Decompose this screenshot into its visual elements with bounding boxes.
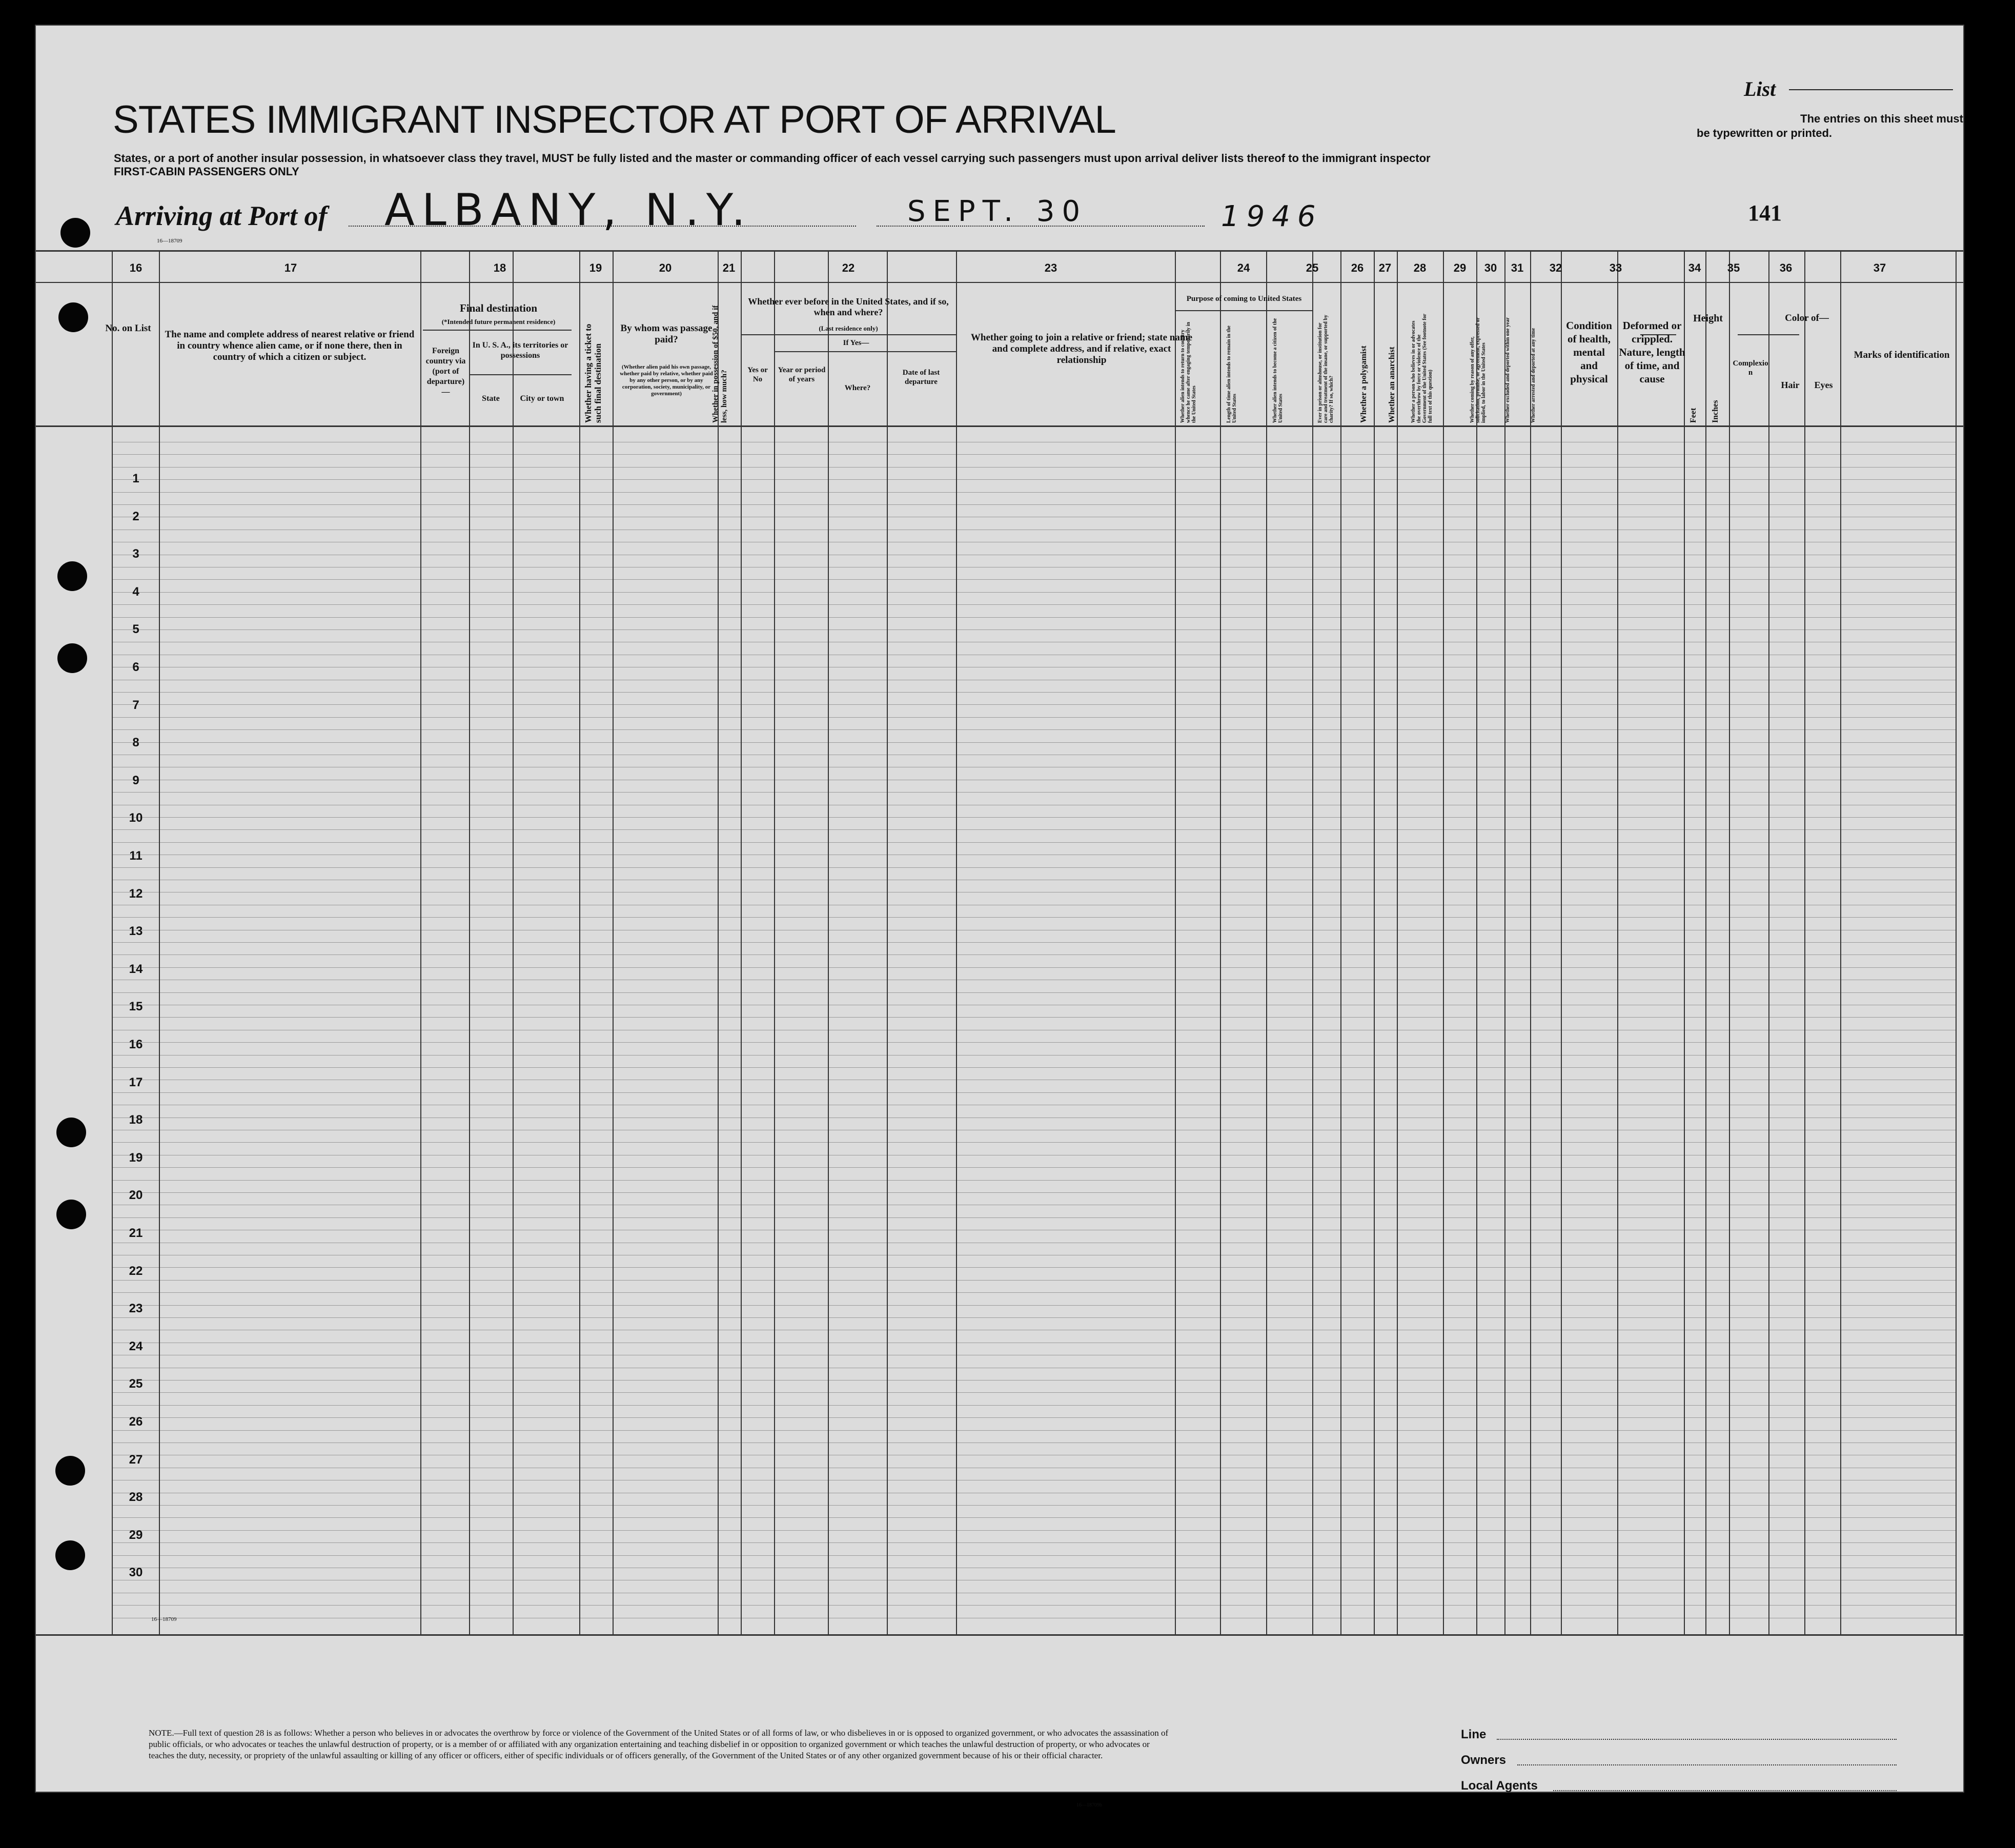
column-line xyxy=(469,251,470,1635)
year-value: 1946 xyxy=(1221,200,1323,233)
row-number: 26 xyxy=(129,1415,143,1429)
column-number: 35 xyxy=(1727,261,1740,274)
manifest-sheet xyxy=(35,25,1964,1808)
c21-header: Whether in possession of $50, and if less, how much? xyxy=(711,305,728,423)
owners-label: Owners xyxy=(1461,1753,1507,1767)
rule-line xyxy=(112,1555,1956,1556)
c18-usa: In U. S. A., its territories or possessions xyxy=(472,341,568,360)
agents-label: Local Agents xyxy=(1461,1779,1538,1793)
c24b-header: Length of time alien intends to remain in the United States xyxy=(1226,326,1237,423)
c29-header: Whether coming by reason of any offer, solicitation, promise, or agreement, expressed or implied, to labor in the United States xyxy=(1470,317,1487,423)
rule-line xyxy=(112,1305,1956,1306)
column-line xyxy=(1840,251,1841,1635)
line-line[interactable] xyxy=(1497,1739,1897,1740)
form-code-footer: 16—18709b xyxy=(1076,1802,1102,1808)
rule-line xyxy=(112,842,1956,843)
column-line xyxy=(1504,251,1505,1635)
c22-ifyes: If Yes— xyxy=(843,339,869,347)
rule-line xyxy=(112,742,1956,743)
list-line xyxy=(1789,89,1953,90)
column-line xyxy=(1312,251,1313,1635)
row-number: 5 xyxy=(132,622,139,636)
column-line xyxy=(420,251,421,1635)
row-number: 6 xyxy=(132,660,139,674)
rule-line xyxy=(112,1417,1956,1418)
row-number: 22 xyxy=(129,1264,143,1278)
colnum-row-border xyxy=(36,282,1963,283)
c22-ifyes-rule xyxy=(774,351,956,352)
column-line xyxy=(613,251,614,1635)
c34-feet: Feet xyxy=(1689,408,1698,423)
row-number: 30 xyxy=(129,1566,143,1579)
row-number: 19 xyxy=(129,1151,143,1165)
column-line xyxy=(1768,251,1769,1635)
rule-line xyxy=(112,492,1956,493)
row-number: 13 xyxy=(129,924,143,938)
rule-line xyxy=(112,1067,1956,1068)
c20-header: By whom was passage paid? xyxy=(620,323,713,345)
entries-note-line2: be typewritten or printed. xyxy=(1697,127,1833,139)
column-number: 17 xyxy=(284,261,297,274)
rule-line xyxy=(112,1292,1956,1293)
c22-yesno: Yes or No xyxy=(747,366,768,383)
column-number: 27 xyxy=(1378,261,1392,274)
column-number: 23 xyxy=(1044,261,1057,274)
row-number: 14 xyxy=(129,962,143,976)
column-number: 24 xyxy=(1237,261,1250,274)
c26-header: Whether a polygamist xyxy=(1359,346,1368,423)
c18-usa-rule xyxy=(469,374,572,375)
row-number: 27 xyxy=(129,1453,143,1467)
column-number: 26 xyxy=(1351,261,1364,274)
punch-hole xyxy=(58,302,88,332)
column-line xyxy=(1956,251,1957,1635)
rule-line xyxy=(112,1280,1956,1281)
rule-line xyxy=(112,1517,1956,1518)
punch-hole xyxy=(55,1456,85,1486)
c33-header: Deformed or crippled. Nature, length of time, and cause xyxy=(1619,319,1685,385)
column-line xyxy=(1266,251,1267,1635)
entries-note xyxy=(1697,112,1963,140)
c36-sub-rule xyxy=(1738,334,1799,335)
punch-hole xyxy=(55,1540,85,1570)
line-label: Line xyxy=(1461,1728,1487,1741)
instructions-line1: States, or a port of another insular possession, in whatsoever class they travel, MUST be fully listed and the master or commanding officer of each vessel carrying such passengers must upon arrival deliver lists thereof to the immigrant inspector xyxy=(114,152,1431,165)
table-bottom-border xyxy=(36,1634,1963,1636)
c22-header: Whether ever before in the United States, and if so, when and where? xyxy=(748,296,949,317)
punch-hole xyxy=(56,1118,86,1147)
form-code-top: 16—18709 xyxy=(157,238,182,244)
row-number: 10 xyxy=(129,811,143,825)
column-number: 30 xyxy=(1484,261,1497,274)
row-number: 17 xyxy=(129,1075,143,1089)
column-line xyxy=(1561,251,1562,1635)
column-number: 25 xyxy=(1306,261,1319,274)
column-line xyxy=(1476,251,1477,1635)
column-number: 33 xyxy=(1609,261,1622,274)
rule-line xyxy=(112,1605,1956,1606)
c36-header: Color of— xyxy=(1785,313,1829,323)
column-line xyxy=(1340,251,1341,1635)
column-line xyxy=(1397,251,1398,1635)
c23-header: Whether going to join a relative or friend; state name and complete address, and if relative, exact relationship xyxy=(970,332,1193,365)
rule-line xyxy=(112,454,1956,455)
row-number: 23 xyxy=(129,1302,143,1315)
rule-line xyxy=(112,967,1956,968)
rule-line xyxy=(112,592,1956,593)
c22-subheader: (Last residence only) xyxy=(819,324,878,332)
column-line xyxy=(1684,251,1685,1635)
c22-where: Where? xyxy=(844,384,871,392)
column-number: 36 xyxy=(1779,261,1793,274)
column-line xyxy=(956,251,957,1635)
row-number: 29 xyxy=(129,1528,143,1542)
c22-date: Date of last departure xyxy=(902,369,940,386)
c31-header: Whether arrested and deported at any time xyxy=(1531,328,1536,423)
rule-line xyxy=(112,1430,1956,1431)
column-line xyxy=(1804,251,1805,1635)
column-number: 20 xyxy=(659,261,672,274)
form-title: STATES IMMIGRANT INSPECTOR AT PORT OF ARRIVAL xyxy=(113,98,1116,141)
row-number: 16 xyxy=(129,1038,143,1051)
row-number: 7 xyxy=(132,698,139,712)
c24a-header: Whether alien intends to return to country whence he came after engaging temporarily in the United States xyxy=(1180,322,1197,423)
form-code-bottom: 16—18709 xyxy=(151,1616,177,1622)
row-number: 11 xyxy=(129,849,143,863)
row-number: 4 xyxy=(132,585,139,599)
row-number: 8 xyxy=(132,736,139,749)
rule-line xyxy=(112,1505,1956,1506)
agents-line[interactable] xyxy=(1553,1790,1897,1791)
rule-line xyxy=(112,1092,1956,1093)
header-bottom-border xyxy=(36,425,1963,427)
row-number: 24 xyxy=(129,1339,143,1353)
rule-line xyxy=(112,1167,1956,1168)
date-value: SEPT. 30 xyxy=(907,195,1088,228)
rule-line xyxy=(112,579,1956,580)
c28-header: Whether a person who believes in or advocates the overthrow by force or violence of the Government of the United States (See footnote for full text of this question) xyxy=(1411,314,1433,423)
row-number: 15 xyxy=(129,1000,143,1013)
column-number: 19 xyxy=(589,261,602,274)
row-number: 25 xyxy=(129,1377,143,1391)
row-number: 20 xyxy=(129,1188,143,1202)
column-number: 32 xyxy=(1549,261,1562,274)
row-number: 1 xyxy=(132,472,139,485)
column-line xyxy=(579,251,580,1635)
rule-line xyxy=(112,717,1956,718)
punch-hole xyxy=(57,561,87,591)
rule-line xyxy=(112,817,1956,818)
c16-header: No. on List xyxy=(105,323,151,334)
row-number: 2 xyxy=(132,510,139,523)
c18-foreign: Foreign country via (port of departure)— xyxy=(425,347,466,396)
rule-line xyxy=(112,604,1956,605)
column-number: 37 xyxy=(1873,261,1886,274)
column-line xyxy=(774,251,775,1635)
column-line xyxy=(1617,251,1618,1635)
column-line xyxy=(1729,251,1730,1635)
punch-hole xyxy=(56,1200,86,1229)
c18-subheader: (*Intended future permanent residence) xyxy=(441,318,556,326)
c34-inches: Inches xyxy=(1711,400,1720,423)
row-number: 3 xyxy=(132,547,139,561)
column-number: 31 xyxy=(1511,261,1524,274)
c36-hair: Hair xyxy=(1781,380,1800,390)
column-number: 29 xyxy=(1453,261,1467,274)
rule-line xyxy=(112,1192,1956,1193)
page-number: 141 xyxy=(1748,200,1782,226)
rule-line xyxy=(112,1042,1956,1043)
row-number: 12 xyxy=(129,887,143,901)
c34-header: Height xyxy=(1693,313,1723,324)
c24c-header: Whether alien intends to become a citizen of the United States xyxy=(1272,318,1284,423)
instructions xyxy=(114,152,1713,178)
rule-line xyxy=(112,1392,1956,1393)
rule-line xyxy=(112,867,1956,868)
column-line xyxy=(159,251,160,1635)
instructions-line2: FIRST-CABIN PASSENGERS ONLY xyxy=(114,165,299,178)
column-line xyxy=(1175,251,1176,1635)
c22-sub-rule xyxy=(741,334,956,335)
rule-line xyxy=(112,1542,1956,1543)
c24-header: Purpose of coming to United States xyxy=(1186,295,1302,303)
c18-sub-rule xyxy=(423,330,572,331)
entries-note-line1: The entries on this sheet must xyxy=(1800,112,1963,125)
c17-header: The name and complete address of nearest relative or friend in country whence alien came, or if none there, then in country of which a citizen or subject. xyxy=(165,329,415,362)
column-number: 34 xyxy=(1688,261,1701,274)
column-line xyxy=(828,251,829,1635)
rule-line xyxy=(112,917,1956,918)
c24-sub-rule xyxy=(1175,310,1313,311)
rule-line xyxy=(112,1405,1956,1406)
rule-line xyxy=(112,692,1956,693)
rule-line xyxy=(112,1180,1956,1181)
rule-line xyxy=(112,1317,1956,1318)
list-label: List xyxy=(1744,77,1776,100)
column-line xyxy=(1220,251,1221,1635)
row-number: 9 xyxy=(132,774,139,787)
rule-line xyxy=(112,504,1956,505)
c22-year: Year or period of years xyxy=(778,366,826,383)
port-value: ALBANY, N.Y. xyxy=(384,185,753,236)
c27-header: Whether an anarchist xyxy=(1388,347,1396,423)
row-number: 28 xyxy=(129,1490,143,1504)
c19-header: Whether having a ticket to such final destination xyxy=(583,323,603,423)
rule-line xyxy=(112,1217,1956,1218)
column-number: 16 xyxy=(129,261,143,274)
rule-line xyxy=(112,1142,1956,1143)
column-line xyxy=(718,251,719,1635)
owners-line[interactable] xyxy=(1517,1764,1897,1765)
rule-line xyxy=(112,629,1956,630)
column-line xyxy=(1530,251,1531,1635)
column-number: 28 xyxy=(1413,261,1427,274)
c35-header: Complexion xyxy=(1733,359,1768,377)
column-line xyxy=(1443,251,1444,1635)
column-number: 21 xyxy=(722,261,736,274)
row-number: 21 xyxy=(129,1226,143,1240)
column-number: 22 xyxy=(842,261,855,274)
column-line xyxy=(741,251,742,1635)
column-line xyxy=(887,251,888,1635)
rule-line xyxy=(112,704,1956,705)
c20-subheader: (Whether alien paid his own passage, whether paid by relative, whether paid by any other person, or by any corporation, society, municipality, or government) xyxy=(620,364,713,397)
rule-line xyxy=(112,1530,1956,1531)
rule-line xyxy=(112,1267,1956,1268)
c32-header: Condition of health, mental and physical xyxy=(1566,319,1612,385)
rule-line xyxy=(112,829,1956,830)
c30-header: Whether excluded and deported within one year xyxy=(1505,317,1511,423)
rule-line xyxy=(112,992,1956,993)
rule-line xyxy=(112,479,1956,480)
c37-header: Marks of identification xyxy=(1854,350,1950,360)
punch-hole xyxy=(60,218,90,248)
column-line xyxy=(513,251,514,1635)
c25-header: Ever in prison or almshouse, or institution for care and treatment of the insane, or supported by charity? If so, which? xyxy=(1317,315,1334,423)
column-line xyxy=(112,251,113,1635)
table-top-border xyxy=(36,250,1963,252)
c18-state: State xyxy=(482,394,500,403)
column-line xyxy=(1705,251,1706,1635)
punch-hole xyxy=(57,643,87,673)
column-line xyxy=(1374,251,1375,1635)
rule-line xyxy=(112,792,1956,793)
row-number: 18 xyxy=(129,1113,143,1127)
c36-eyes: Eyes xyxy=(1814,380,1833,390)
arriving-label: Arriving at Port of xyxy=(116,200,328,231)
column-number: 18 xyxy=(493,261,506,274)
rule-line xyxy=(112,729,1956,730)
rule-line xyxy=(112,467,1956,468)
c18-city: City or town xyxy=(520,394,564,403)
rule-line xyxy=(112,617,1956,618)
rule-line xyxy=(112,942,1956,943)
c18-header: Final destination xyxy=(459,302,538,314)
footnote: NOTE.—Full text of question 28 is as follows: Whether a person who believes in or advocates the overthrow by force or violence of the Government of the United States or of all forms of law, or who disbelieves in or is opposed to organized government, or who advocates the assassination of public officials, or who advocates or teaches the unlawful destruction of property, or is a member of or affiliated with any organization entertaining and teaching disbelief in or opposition to organized government or which teaches the unlawful destruction of property, or who advocates or teaches the duty, necessity, or propriety of the unlawful assaulting or killing of any officer or officers, either of specific individuals or of officers generally, of the Government of the United States or of any other organized government because of his or their official character. xyxy=(149,1728,1169,1760)
rule-line xyxy=(112,1017,1956,1018)
